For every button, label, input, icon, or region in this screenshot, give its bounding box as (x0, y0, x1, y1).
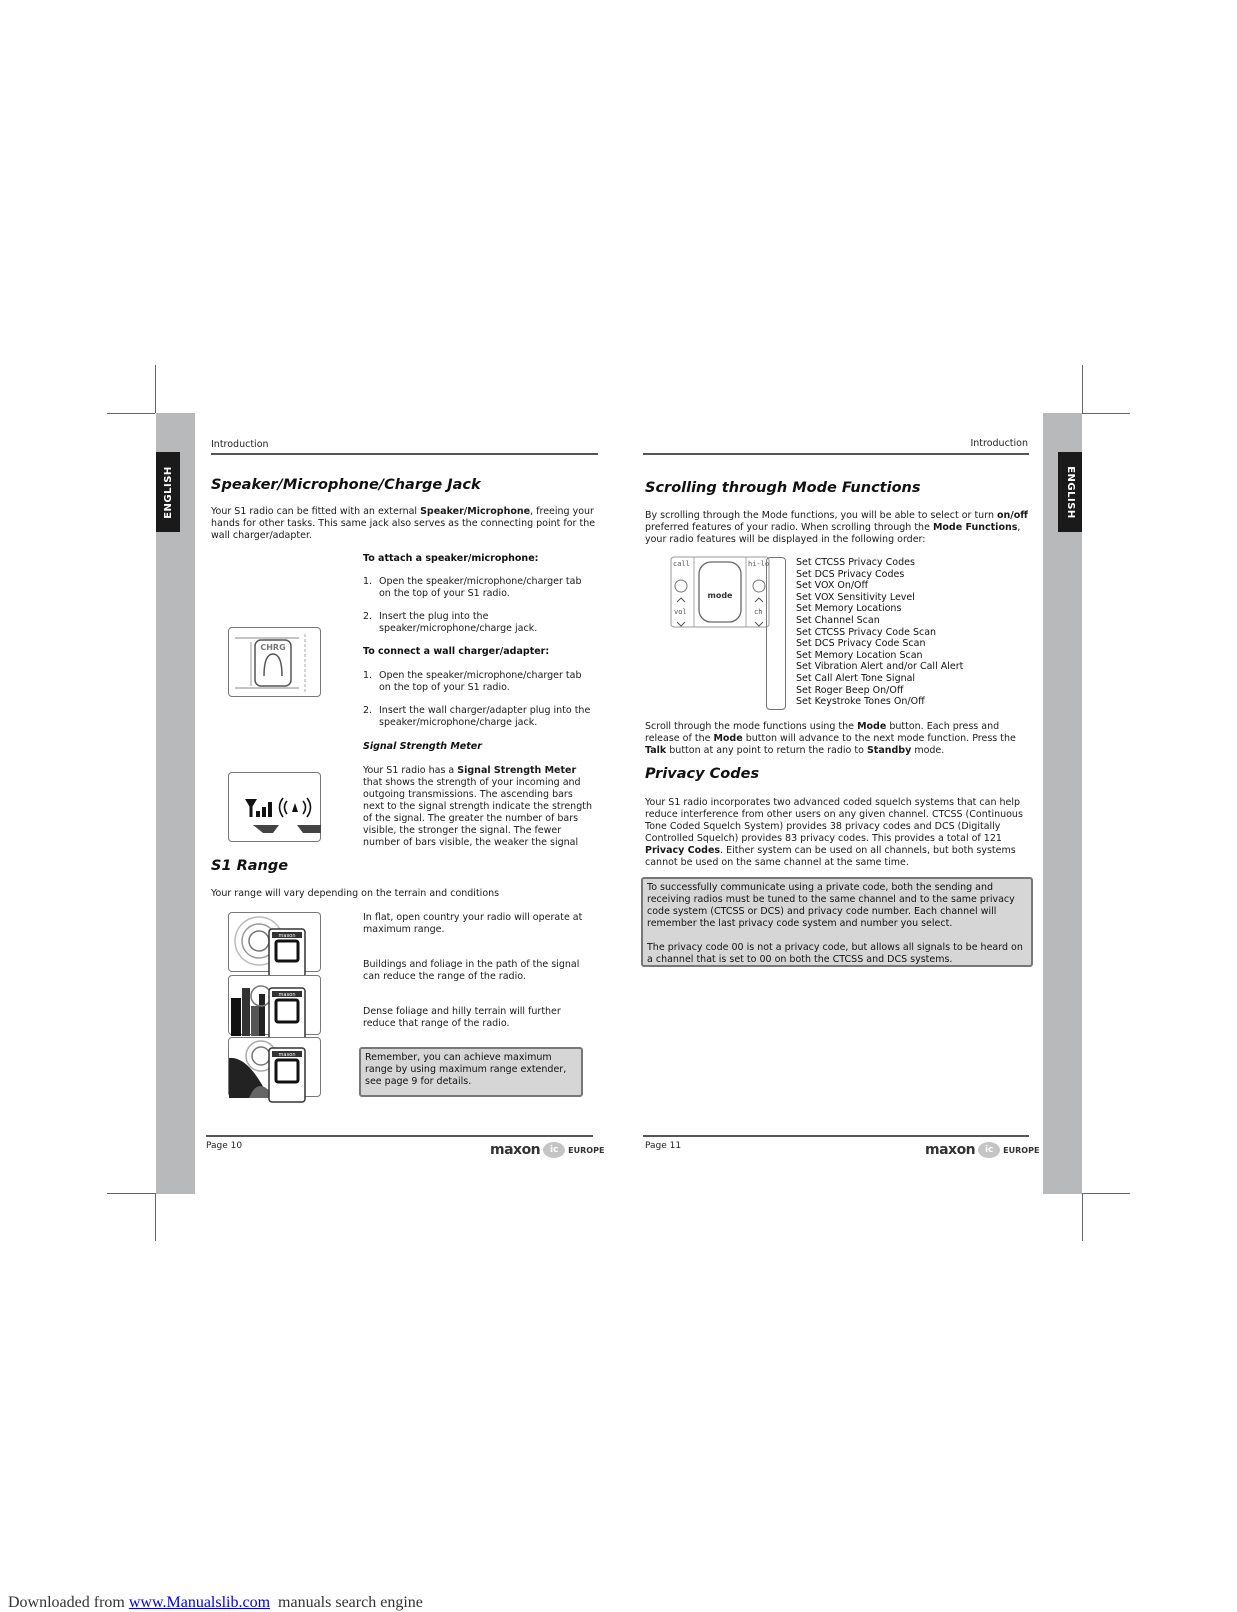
charger-steps (363, 670, 596, 740)
mode-keypad-illustration (670, 556, 770, 628)
radio-brand-label: maxon (278, 992, 296, 998)
range-note: Remember, you can achieve maximum range by using maximum range extender, see page 9 for details. (359, 1047, 583, 1097)
range-item-open: In flat, open country your radio will operate at maximum range. (363, 912, 583, 935)
crop-mark (155, 365, 156, 413)
logo-brand: maxon (490, 1142, 541, 1158)
left-footer-rule (206, 1135, 593, 1137)
right-header: Introduction (970, 438, 1028, 449)
right-header-rule (643, 453, 1029, 455)
range-item-buildings: Buildings and foliage in the path of the signal can reduce the range of the radio. (363, 959, 580, 982)
keypad-hilo-label: hi-lo (748, 560, 770, 568)
manualslib-link[interactable]: www.Manualslib.com (128, 1594, 271, 1611)
right-page-number: Page 11 (645, 1141, 682, 1151)
list-item: 1. Open the speaker/microphone/charger tab on the top of your S1 radio. (363, 576, 582, 599)
privacy-text: Your S1 radio incorporates two advanced coded squelch systems that can help reduce interference from other users on any given channel. CTCSS (Continuous Tone Coded Squelch System) provides 38 privacy codes and DCS (Digitally Controlled Squelch) provides 83 privacy codes. This provides a total of 121 Privacy Codes. Either system can be used on all channels, but both systems cannot be used on the same channel at the same time. (645, 797, 1023, 868)
list-item: 2. Insert the wall charger/adapter plug into the speaker/microphone/charge jack. (363, 705, 591, 728)
mode-section-title: Scrolling through Mode Functions (645, 480, 921, 496)
list-item: Set Memory Locations (796, 603, 902, 615)
list-item: Set Keystroke Tones On/Off (796, 696, 925, 708)
privacy-note-text: The privacy code 00 is not a privacy code, but allows all signals to be heard on a channel that is set to 00 on both the CTCSS and DCS systems. (647, 942, 1023, 965)
signal-text: Your S1 radio has a Signal Strength Meter that shows the strength of your incoming and outgoing transmissions. The ascending bars next to the signal strength indicate the strength of the signal. The greater the number of bars visible, the stronger the signal. The fewer number of bars visible, the weaker the signal (363, 765, 592, 848)
mode-scroll-text: Scroll through the mode functions using the Mode button. Each press and release of the Mode button will advance to the next mode function. Press the Talk button at any point to return the radio to Standby mode. (645, 721, 1016, 756)
right-footer-rule (643, 1135, 1029, 1137)
list-item: Set DCS Privacy Codes (796, 568, 905, 580)
radio-brand-label: maxon (278, 933, 296, 939)
download-prefix: Downloaded from (8, 1594, 129, 1611)
chrg-label: CHRG (260, 643, 286, 652)
range-hilly-terrain-illustration (228, 1037, 321, 1097)
crop-mark (1082, 1193, 1083, 1241)
crop-mark (155, 1193, 156, 1241)
attach-steps (363, 576, 596, 646)
list-item: Set Call Alert Tone Signal (796, 672, 916, 684)
range-open-country-illustration (228, 912, 321, 972)
download-suffix: manuals search engine (270, 1594, 423, 1611)
mode-function-list (796, 557, 1026, 708)
signal-meter-illustration (228, 772, 321, 842)
privacy-section-title: Privacy Codes (645, 766, 760, 782)
left-header: Introduction (211, 439, 269, 450)
list-item: Set DCS Privacy Code Scan (796, 638, 926, 650)
list-item: Set CTCSS Privacy Codes (796, 557, 915, 568)
range-item-hilly: Dense foliage and hilly terrain will further reduce that range of the radio. (363, 1006, 561, 1029)
mode-list-bracket (766, 557, 786, 710)
logo-ic: ic (543, 1142, 565, 1158)
language-tab-left: ENGLISH (156, 452, 180, 532)
right-maxon-logo (925, 1142, 1039, 1158)
radio-brand-label: maxon (278, 1052, 296, 1058)
signal-section-title: Signal Strength Meter (363, 741, 482, 752)
range-intro: Your range will vary depending on the terrain and conditions (211, 888, 500, 899)
crop-mark (1082, 413, 1130, 414)
list-item: Set VOX On/Off (796, 580, 869, 592)
keypad-mode-label: mode (707, 591, 733, 600)
left-page-number: Page 10 (206, 1141, 243, 1151)
crop-mark (1082, 365, 1083, 413)
logo-ic: ic (978, 1142, 1000, 1158)
list-item: 2. Insert the plug into the speaker/microphone/charge jack. (363, 611, 538, 634)
logo-brand: maxon (925, 1142, 976, 1158)
list-item: Set Vibration Alert and/or Call Alert (796, 661, 964, 673)
list-item: 1. Open the speaker/microphone/charger tab on the top of your S1 radio. (363, 670, 582, 693)
logo-region: EUROPE (1003, 1145, 1040, 1155)
speaker-section-title: Speaker/Microphone/Charge Jack (211, 477, 481, 493)
crop-mark (1082, 1193, 1130, 1194)
keypad-ch-label: ch (754, 608, 763, 616)
keypad-vol-label: vol (674, 608, 687, 616)
privacy-note (641, 877, 1033, 967)
list-item: Set Memory Location Scan (796, 649, 923, 661)
crop-mark (107, 413, 155, 414)
keypad-call-label: call (673, 560, 690, 568)
left-maxon-logo (490, 1142, 604, 1158)
range-section-title: S1 Range (211, 858, 289, 874)
crop-mark (107, 1193, 155, 1194)
logo-region: EUROPE (568, 1145, 605, 1155)
list-item: Set VOX Sensitivity Level (796, 591, 915, 603)
range-buildings-illustration (228, 975, 321, 1035)
speaker-intro: Your S1 radio can be fitted with an external Speaker/Microphone, freeing your hands for other tasks. This same jack also serves as the connecting point for the wall charger/adapter. (211, 506, 596, 541)
language-tab-right: ENGLISH (1058, 452, 1082, 532)
attach-heading: To attach a speaker/microphone: (363, 553, 539, 564)
list-item: Set Channel Scan (796, 614, 880, 626)
list-item: Set Roger Beep On/Off (796, 684, 904, 696)
list-item: Set CTCSS Privacy Code Scan (796, 626, 937, 638)
mode-intro: By scrolling through the Mode functions, you will be able to select or turn on/off preferred features of your radio. When scrolling through the Mode Functions, your radio features will be displayed in the following order: (645, 510, 1028, 545)
left-header-rule (211, 453, 598, 455)
charger-heading: To connect a wall charger/adapter: (363, 646, 550, 657)
charge-jack-illustration (228, 627, 321, 697)
download-footer (0, 1576, 423, 1612)
privacy-note-text: To successfully communicate using a private code, both the sending and receiving radios must be tuned to the same channel and to the same privacy code system (CTCSS or DCS) and privacy code number. Each channel will remember the last privacy code system and number you select. (647, 882, 1015, 929)
